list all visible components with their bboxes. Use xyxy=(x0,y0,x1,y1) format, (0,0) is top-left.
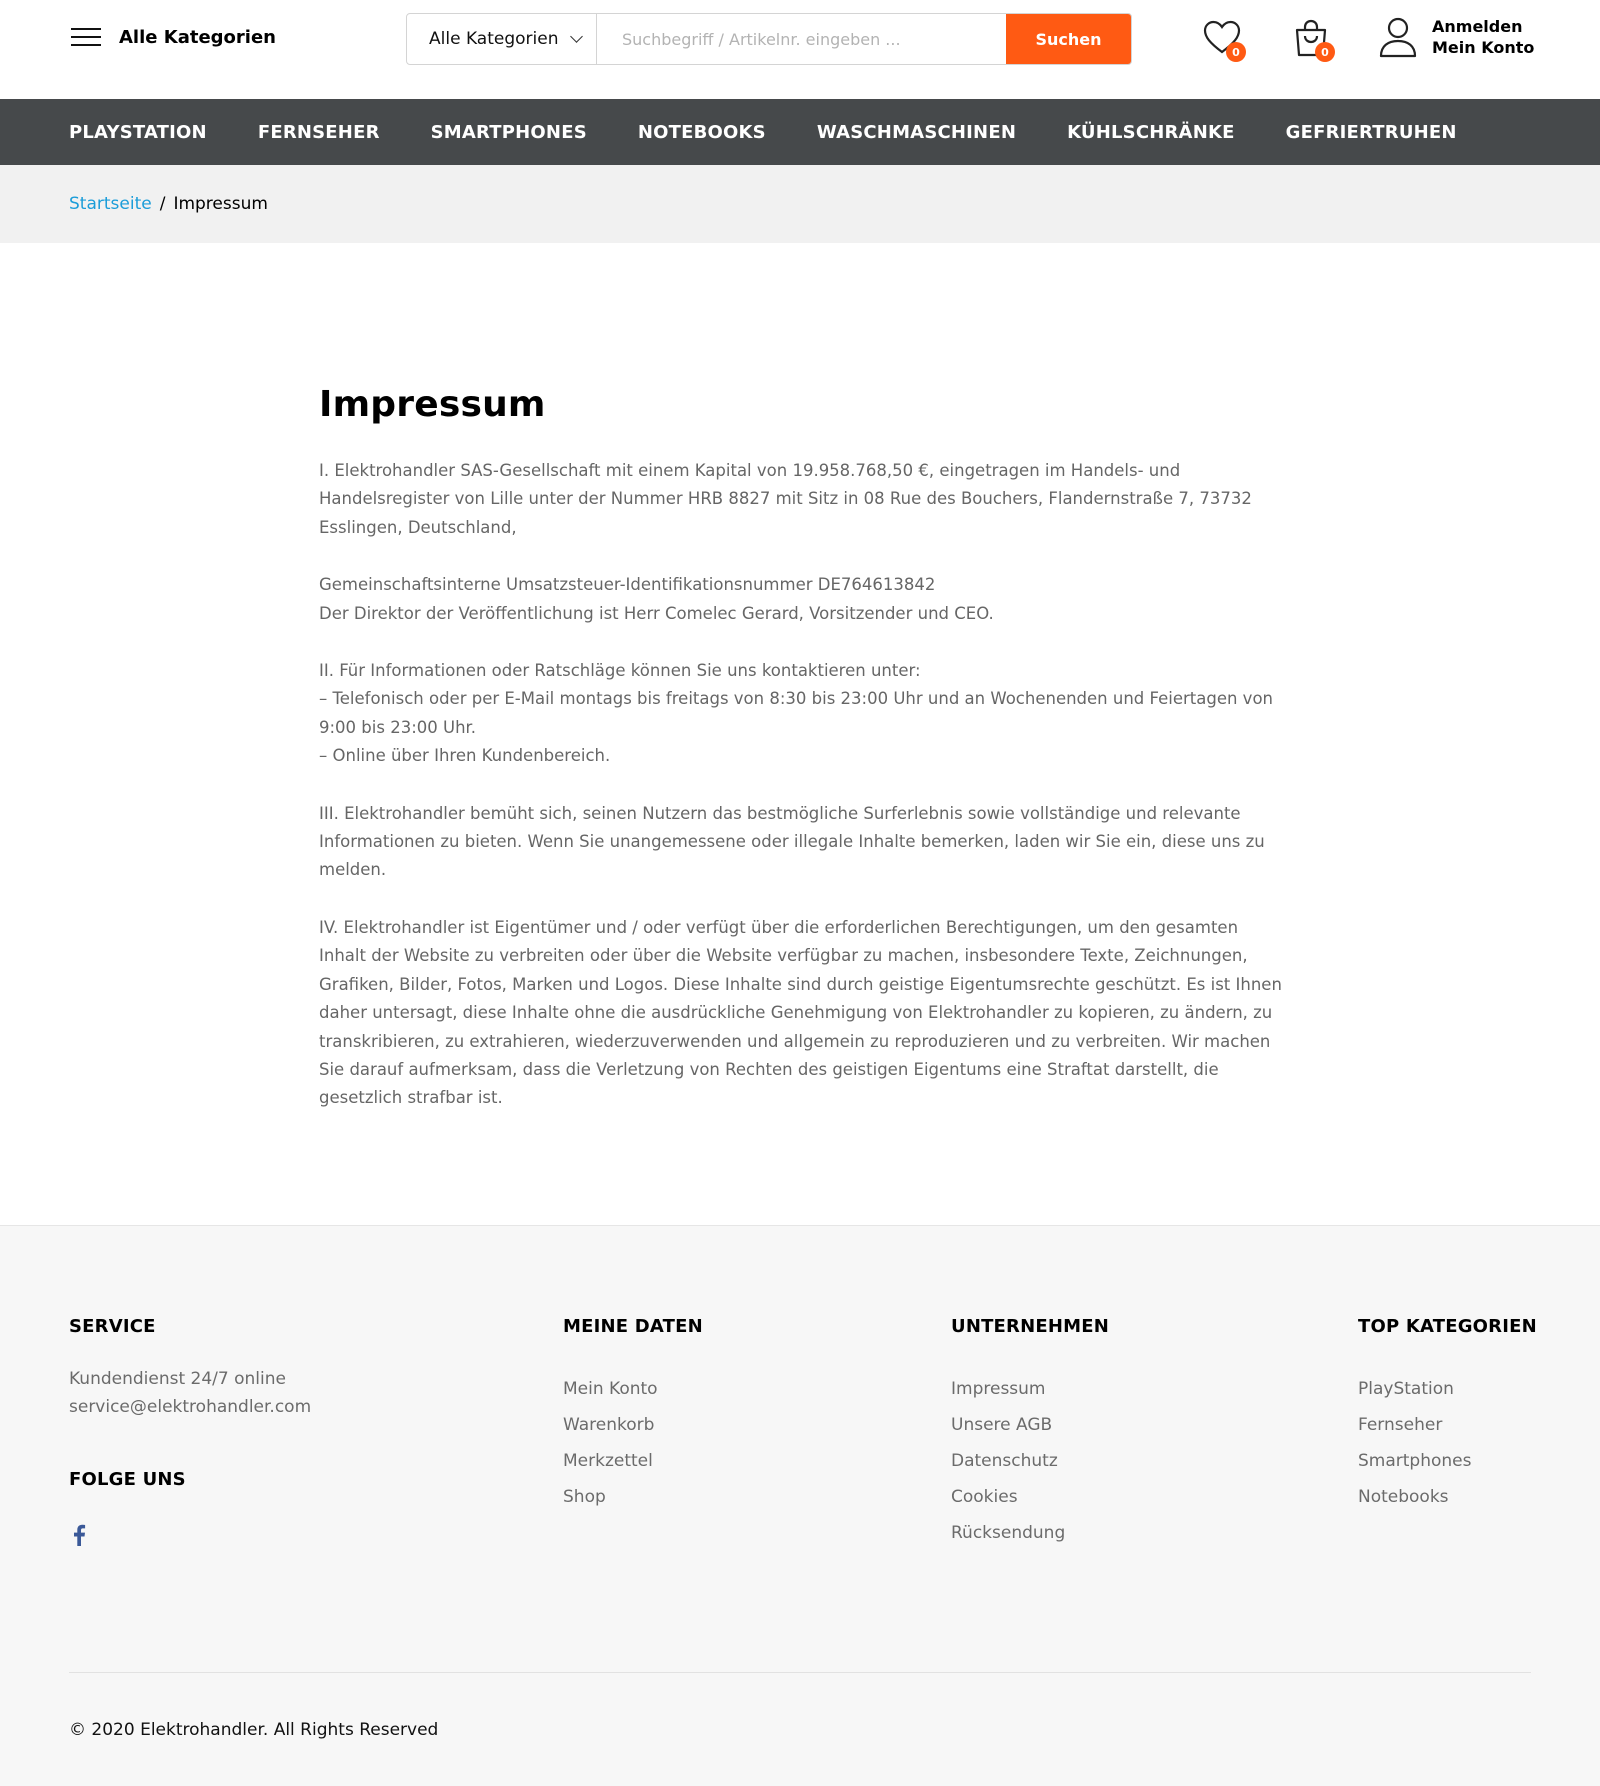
impressum-paragraph-5: IV. Elektrohandler ist Eigentümer und / oder verfügt über die erforderlichen Berechtigungen, um den gesamten Inhalt der Website zu verbreiten oder über die Website verfügbar zu machen, insbesondere Texte, Zeichnungen, Grafiken, Bilder, Fotos, Marken und Logos. Diese Inhalte sind durch geistige Eigentumsrechte geschützt. Es ist Ihnen daher untersagt, diese Inhalte ohne die ausdrückliche Genehmigung von Elektrohandler zu kopieren, zu ändern, zu transkribieren, zu extrahieren, wiederzuverwenden und allgemein zu reproduzieren und zu verbreiten. Wir machen Sie darauf aufmerksam, dass die Verletzung von Rechten des geistigen Eigentums eine Straftat darstellt, die gesetzlich strafbar ist. xyxy=(319,917,1282,1108)
wishlist-button[interactable] xyxy=(1202,18,1246,62)
chevron-down-icon xyxy=(571,30,584,43)
cart-count-badge: 0 xyxy=(1315,42,1335,62)
footer-link-playstation[interactable]: PlayStation xyxy=(1358,1379,1454,1399)
search-button[interactable]: Suchen xyxy=(1006,14,1131,64)
footer-unternehmen-title: UNTERNEHMEN xyxy=(951,1316,1110,1337)
footer-link-ruecksendung[interactable]: Rücksendung xyxy=(951,1523,1066,1543)
impressum-paragraph-2: Gemeinschaftsinterne Umsatzsteuer-Identifikationsnummer DE764613842 Der Direktor der Veröffentlichung ist Herr Comelec Gerard, Vorsitzender und CEO. xyxy=(319,575,994,623)
nav-item-smartphones[interactable]: SMARTPHONES xyxy=(430,121,587,143)
nav-item-waschmaschinen[interactable]: WASCHMASCHINEN xyxy=(816,121,1017,143)
footer-link-mein-konto[interactable]: Mein Konto xyxy=(563,1379,658,1399)
nav-item-kuehlschraenke[interactable]: KÜHLSCHRÄNKE xyxy=(1067,121,1235,143)
all-categories-label: Alle Kategorien xyxy=(119,26,276,48)
all-categories-menu[interactable] xyxy=(69,24,276,50)
nav-item-notebooks[interactable]: NOTEBOOKS xyxy=(637,121,766,143)
footer-link-merkzettel[interactable]: Merkzettel xyxy=(563,1451,653,1471)
search-bar xyxy=(406,13,1132,65)
nav-item-playstation[interactable]: PLAYSTATION xyxy=(69,121,207,143)
search-category-select[interactable] xyxy=(407,14,597,64)
footer-link-agb[interactable]: Unsere AGB xyxy=(951,1415,1053,1435)
search-input[interactable] xyxy=(597,14,1006,64)
impressum-paragraph-1: I. Elektrohandler SAS-Gesellschaft mit einem Kapital von 19.958.768,50 €, eingetragen im Handels- und Handelsregister von Lille unter der Nummer HRB 8827 mit Sitz in 08 Rue des Bouchers, Flandernstraße 7, 73732 Esslingen, Deutschland, xyxy=(319,461,1252,537)
search-category-value: Alle Kategorien xyxy=(429,29,559,49)
impressum-paragraph-4: III. Elektrohandler bemüht sich, seinen Nutzern das bestmögliche Surferlebnis sowie vollständige und relevante Informationen zu bieten. Wenn Sie unangemessene oder illegale Inhalte bemerken, laden wir Sie ein, diese uns zu melden. xyxy=(319,803,1265,880)
site-footer xyxy=(0,1225,1600,1786)
impressum-paragraph-3: II. Für Informationen oder Ratschläge können Sie uns kontaktieren unter: – Telefonisch oder per E-Mail montags bis freitags von 8:30 bis 23:00 Uhr und an Wochenenden und Feiertagen von 9:00 bis 23:00 Uhr. – Online über Ihren Kundenbereich. xyxy=(319,661,1273,766)
footer-service-line: Kundendienst 24/7 online xyxy=(69,1369,286,1389)
footer-link-fernseher[interactable]: Fernseher xyxy=(1358,1415,1443,1435)
breadcrumb-current: Impressum xyxy=(173,194,268,214)
footer-link-datenschutz[interactable]: Datenschutz xyxy=(951,1451,1058,1471)
footer-link-cookies[interactable]: Cookies xyxy=(951,1487,1018,1507)
site-header xyxy=(0,0,1600,99)
footer-link-warenkorb[interactable]: Warenkorb xyxy=(563,1415,655,1435)
breadcrumb-home-link[interactable]: Startseite xyxy=(69,194,152,214)
footer-unternehmen-column xyxy=(951,1316,1109,1551)
login-label: Anmelden xyxy=(1432,17,1523,36)
breadcrumb xyxy=(0,165,1600,243)
account-link[interactable] xyxy=(1378,16,1534,58)
nav-item-gefriertruhen[interactable]: GEFRIERTRUHEN xyxy=(1285,121,1457,143)
main-nav xyxy=(0,99,1600,165)
account-text xyxy=(1432,16,1534,58)
main-content xyxy=(319,384,1289,1142)
footer-link-impressum[interactable]: Impressum xyxy=(951,1379,1046,1399)
footer-service-column xyxy=(69,1316,311,1546)
footer-top-kategorien-column xyxy=(1358,1316,1537,1515)
footer-follow-title: FOLGE UNS xyxy=(69,1469,186,1490)
footer-meine-daten-column xyxy=(563,1316,703,1515)
user-icon xyxy=(1378,16,1418,58)
footer-service-info xyxy=(69,1365,311,1421)
footer-divider xyxy=(69,1672,1531,1673)
footer-meine-daten-title: MEINE DATEN xyxy=(563,1316,703,1337)
footer-service-email: service@elektrohandler.com xyxy=(69,1397,312,1417)
copyright-text: © 2020 Elektrohandler. All Rights Reserved xyxy=(69,1720,439,1740)
facebook-icon[interactable] xyxy=(72,1524,86,1546)
footer-top-kategorien-title: TOP KATEGORIEN xyxy=(1358,1316,1537,1337)
my-account-label: Mein Konto xyxy=(1432,38,1535,57)
cart-button[interactable] xyxy=(1291,18,1335,62)
breadcrumb-separator: / xyxy=(159,194,166,214)
footer-service-title: SERVICE xyxy=(69,1316,156,1337)
footer-link-smartphones[interactable]: Smartphones xyxy=(1358,1451,1472,1471)
page-title: Impressum xyxy=(319,384,546,425)
footer-link-notebooks[interactable]: Notebooks xyxy=(1358,1487,1449,1507)
footer-link-shop[interactable]: Shop xyxy=(563,1487,606,1507)
wishlist-count-badge: 0 xyxy=(1226,42,1246,62)
nav-item-fernseher[interactable]: FERNSEHER xyxy=(257,121,380,143)
hamburger-icon xyxy=(69,24,103,50)
